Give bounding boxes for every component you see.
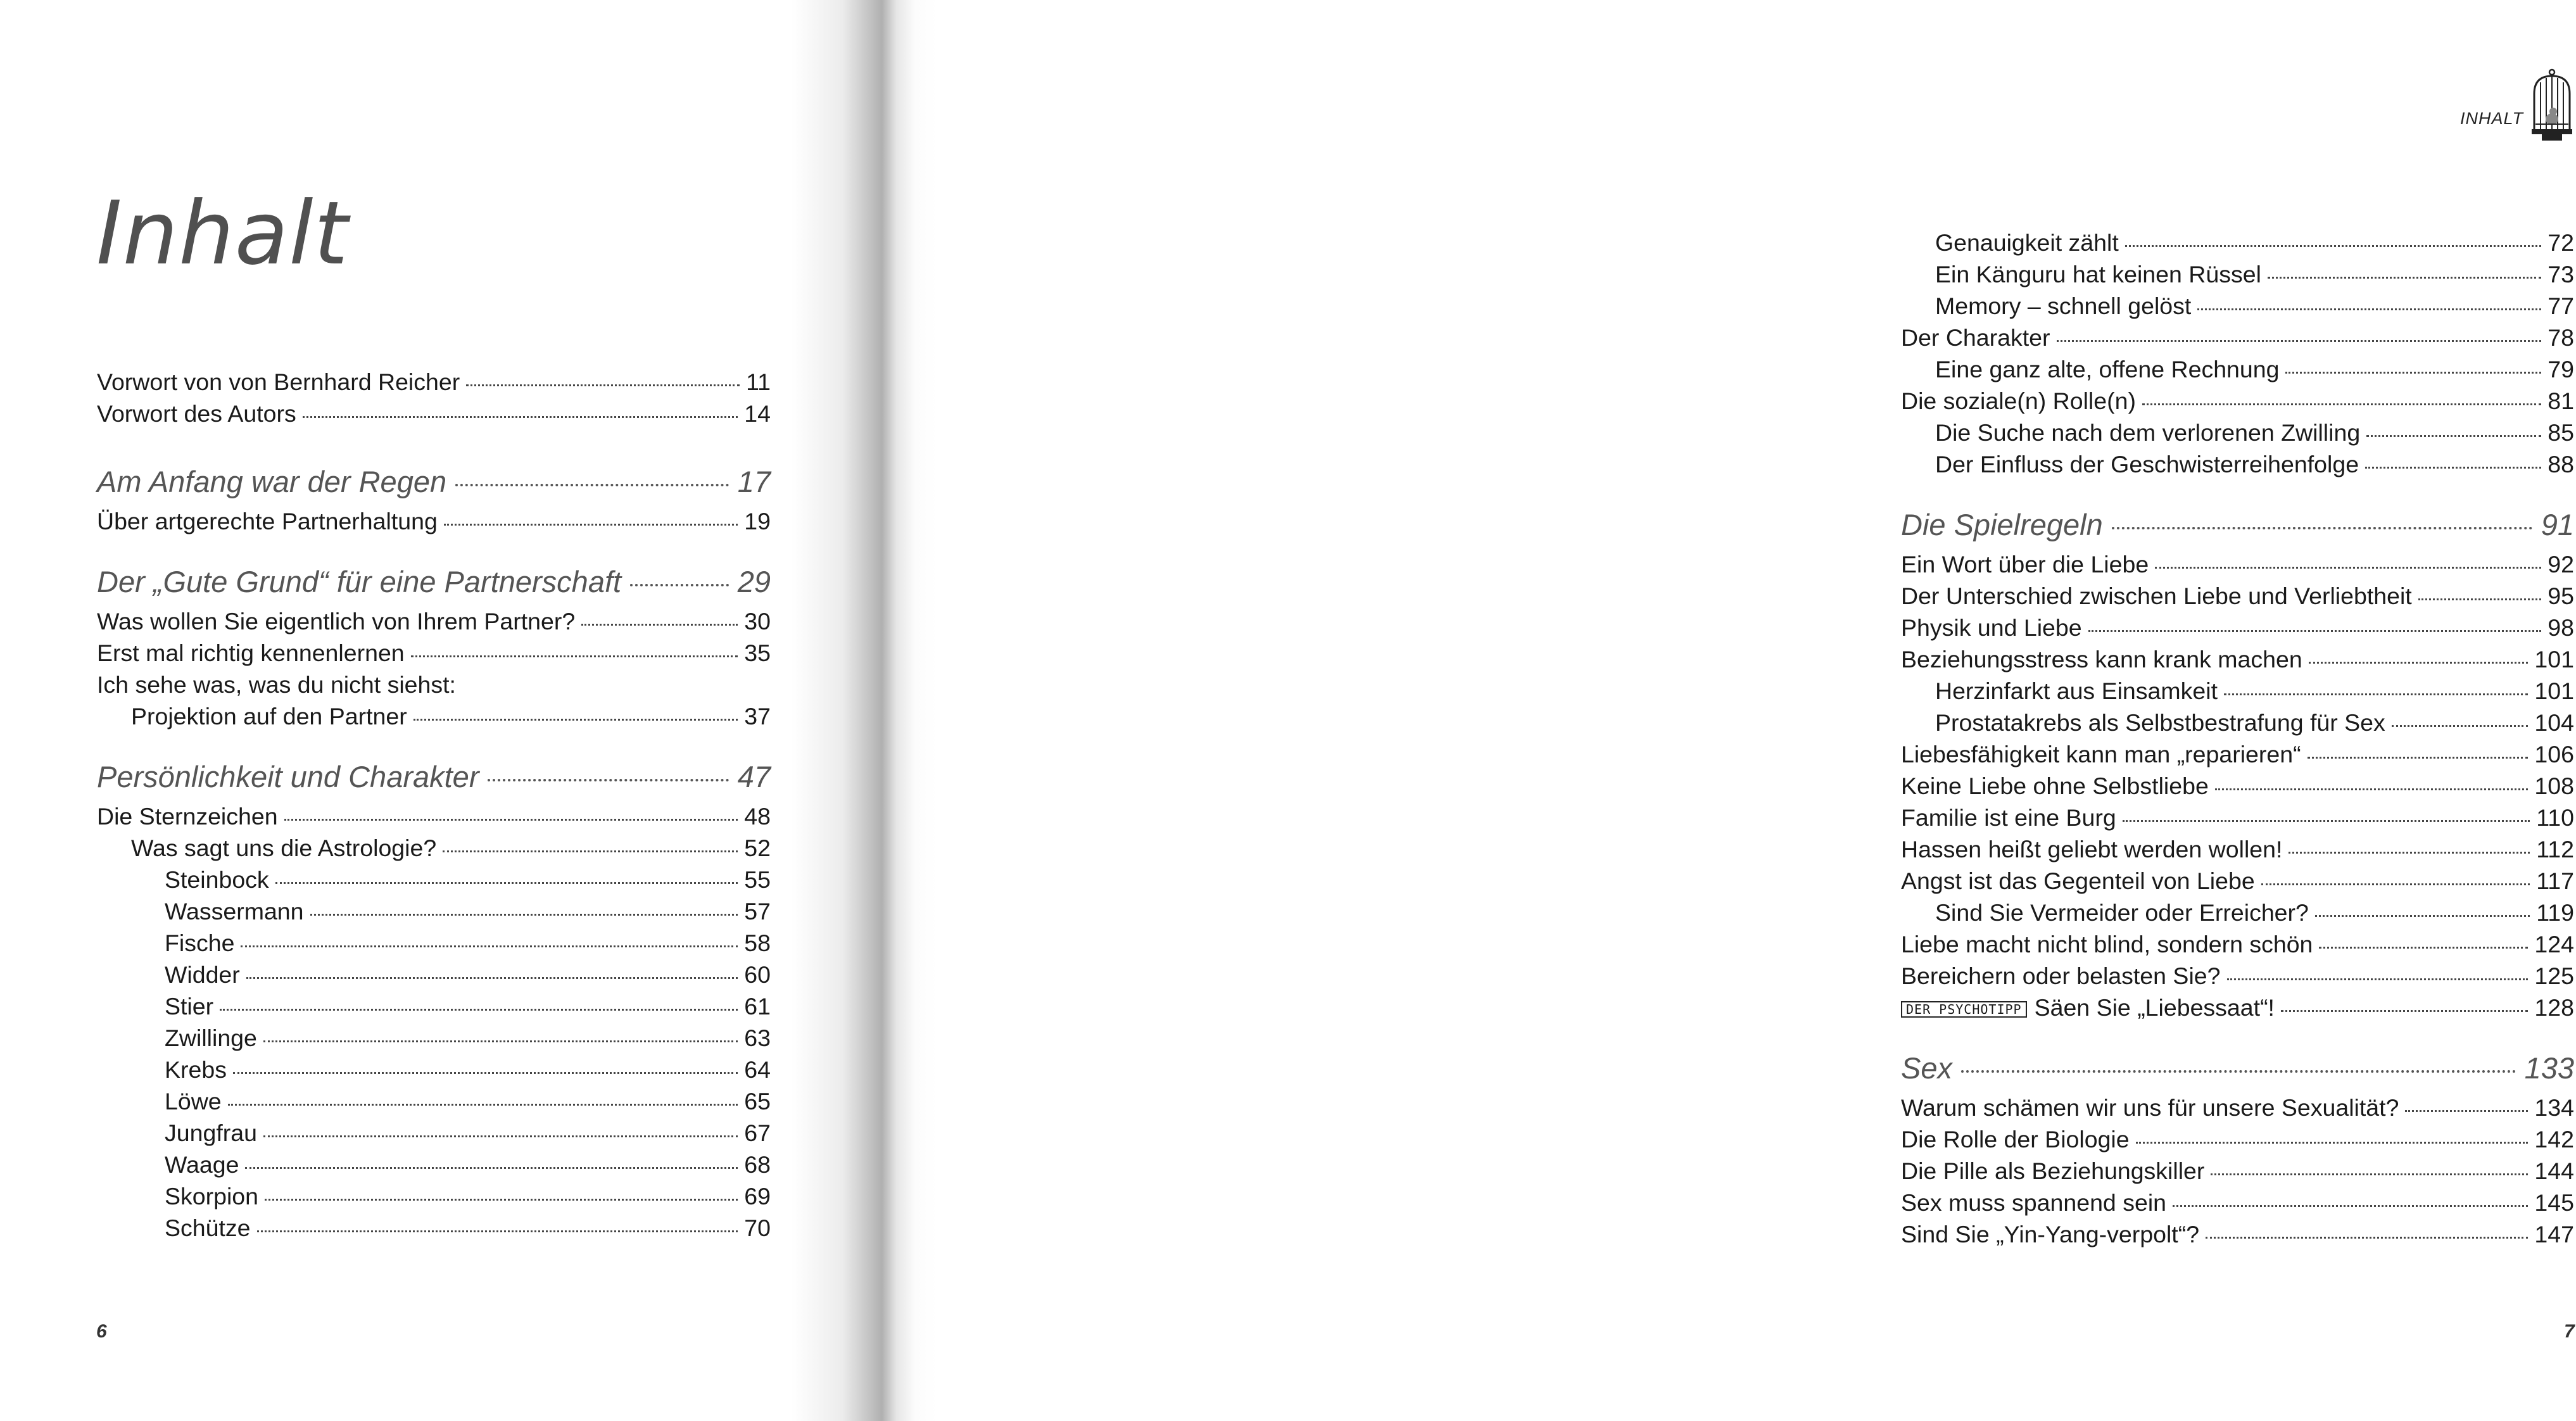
psychotipp-badge: DER PSYCHOTIPP bbox=[1901, 1001, 2027, 1018]
dot-leader bbox=[2405, 1110, 2528, 1112]
entry-page-number: 19 bbox=[744, 508, 771, 534]
dot-leader bbox=[2319, 947, 2528, 949]
entry-title: Sind Sie „Yin-Yang-verpolt“? bbox=[1901, 1221, 2200, 1247]
page-title: Inhalt bbox=[96, 182, 349, 284]
toc-entry bbox=[1901, 897, 2574, 928]
entry-page-number: 64 bbox=[744, 1056, 771, 1083]
dot-leader bbox=[2366, 435, 2541, 437]
entry-title-wrap bbox=[1935, 417, 2360, 448]
page-number-right: 7 bbox=[2564, 1321, 2575, 1342]
dot-leader bbox=[2155, 567, 2541, 569]
entry-title-wrap bbox=[1901, 385, 2136, 417]
entry-page-number: 144 bbox=[2534, 1158, 2574, 1184]
entry-page-number: 106 bbox=[2534, 741, 2574, 767]
birdcage-icon bbox=[2528, 68, 2576, 144]
left-page bbox=[0, 0, 874, 1421]
dot-leader bbox=[2365, 467, 2541, 469]
entry-title: Vorwort von von Bernhard Reicher bbox=[97, 369, 460, 395]
page-number-left: 6 bbox=[96, 1321, 107, 1342]
toc-entry-line bbox=[97, 669, 771, 700]
entry-title: Projektion auf den Partner bbox=[131, 703, 407, 729]
entry-page-number: 37 bbox=[744, 703, 771, 729]
toc-entry bbox=[97, 1085, 771, 1117]
entry-title-wrap bbox=[1901, 322, 2050, 353]
entry-title: Schütze bbox=[165, 1215, 251, 1241]
dot-leader bbox=[228, 1104, 738, 1106]
toc-entry bbox=[97, 800, 771, 832]
entry-page-number: 95 bbox=[2548, 583, 2574, 609]
toc-chapter-heading bbox=[97, 755, 771, 799]
entry-title-wrap bbox=[97, 366, 460, 398]
entry-title-wrap bbox=[1935, 227, 2119, 258]
entry-title: Liebe macht nicht blind, sondern schön bbox=[1901, 931, 2313, 957]
entry-page-number: 108 bbox=[2534, 773, 2574, 799]
toc-entry bbox=[97, 1212, 771, 1244]
entry-title: Prostatakrebs als Selbstbestrafung für Sex bbox=[1935, 709, 2385, 736]
toc-entry bbox=[1901, 548, 2574, 580]
dot-leader bbox=[414, 719, 738, 721]
toc-entry bbox=[1901, 675, 2574, 707]
entry-title: Hassen heißt geliebt werden wollen! bbox=[1901, 836, 2283, 862]
chapter-page-number: 133 bbox=[2524, 1051, 2574, 1085]
entry-title: Eine ganz alte, offene Rechnung bbox=[1935, 356, 2280, 382]
toc-entry bbox=[97, 1054, 771, 1085]
toc-entry bbox=[97, 605, 771, 637]
dot-leader bbox=[2057, 340, 2542, 342]
dot-leader bbox=[2088, 630, 2542, 632]
dot-leader bbox=[2268, 277, 2541, 279]
entry-title-wrap bbox=[1935, 290, 2191, 322]
entry-page-number: 55 bbox=[744, 866, 771, 893]
chapter-page-number: 91 bbox=[2541, 508, 2574, 541]
dot-leader bbox=[581, 624, 738, 626]
toc-entry bbox=[97, 927, 771, 959]
entry-title: Der Charakter bbox=[1901, 324, 2050, 351]
toc-entry bbox=[97, 1149, 771, 1180]
toc-entry bbox=[97, 864, 771, 895]
entry-title: Die Pille als Beziehungskiller bbox=[1901, 1158, 2205, 1184]
toc-entry bbox=[1901, 865, 2574, 897]
entry-title-wrap bbox=[131, 700, 407, 732]
entry-title-wrap bbox=[165, 1085, 222, 1117]
entry-page-number: 147 bbox=[2534, 1221, 2574, 1247]
chapter-title: Persönlichkeit und Charakter bbox=[97, 760, 479, 793]
entry-title: Bereichern oder belasten Sie? bbox=[1901, 963, 2221, 989]
entry-title: Widder bbox=[165, 961, 240, 988]
entry-title: Löwe bbox=[165, 1088, 222, 1115]
entry-title-wrap bbox=[1901, 992, 2275, 1023]
dot-leader bbox=[2173, 1205, 2528, 1207]
entry-title: Herzinfarkt aus Einsamkeit bbox=[1935, 678, 2218, 704]
entry-title: Zwillinge bbox=[165, 1025, 257, 1051]
entry-title-wrap bbox=[165, 1149, 239, 1180]
entry-title: Genauigkeit zählt bbox=[1935, 229, 2119, 256]
dot-leader bbox=[2308, 757, 2529, 759]
toc-entry bbox=[97, 990, 771, 1022]
dot-leader bbox=[2211, 1173, 2528, 1175]
entry-title-wrap bbox=[1901, 833, 2282, 865]
dot-leader bbox=[275, 882, 738, 884]
entry-title: Familie ist eine Burg bbox=[1901, 804, 2116, 831]
toc-entry bbox=[97, 505, 771, 537]
toc-entry bbox=[1901, 992, 2574, 1023]
toc-entry bbox=[1901, 643, 2574, 675]
toc-entry bbox=[97, 1117, 771, 1149]
entry-title-wrap bbox=[97, 398, 296, 429]
entry-title-wrap bbox=[1935, 707, 2385, 738]
entry-title: Angst ist das Gegenteil von Liebe bbox=[1901, 868, 2255, 894]
entry-title: Die soziale(n) Rolle(n) bbox=[1901, 388, 2136, 414]
toc-entry bbox=[1901, 738, 2574, 770]
toc-entry bbox=[1901, 1092, 2574, 1123]
entry-title: Beziehungsstress kann krank machen bbox=[1901, 646, 2302, 673]
dot-leader bbox=[2418, 598, 2542, 600]
entry-title: Der Einfluss der Geschwisterreihenfolge bbox=[1935, 451, 2359, 477]
entry-title: Vorwort des Autors bbox=[97, 400, 296, 427]
entry-page-number: 68 bbox=[744, 1151, 771, 1178]
toc-entry bbox=[97, 832, 771, 864]
toc-entry bbox=[1901, 385, 2574, 417]
entry-page-number: 52 bbox=[744, 835, 771, 861]
entry-title-wrap bbox=[1901, 1187, 2166, 1218]
dot-leader bbox=[444, 524, 738, 526]
entry-page-number: 14 bbox=[744, 400, 771, 427]
entry-title-wrap bbox=[165, 1180, 258, 1212]
entry-page-number: 35 bbox=[744, 640, 771, 666]
entry-title-wrap bbox=[165, 1022, 257, 1054]
entry-title: Warum schämen wir uns für unsere Sexualität? bbox=[1901, 1094, 2399, 1121]
entry-title: Krebs bbox=[165, 1056, 227, 1083]
entry-page-number: 142 bbox=[2534, 1126, 2574, 1153]
entry-title: Erst mal richtig kennenlernen bbox=[97, 640, 405, 666]
entry-page-number: 70 bbox=[744, 1215, 771, 1241]
entry-title: Sind Sie Vermeider oder Erreicher? bbox=[1935, 899, 2309, 926]
chapter-title: Die Spielregeln bbox=[1901, 508, 2103, 541]
entry-title-wrap bbox=[1935, 675, 2218, 707]
dot-leader bbox=[2125, 245, 2542, 247]
entry-page-number: 58 bbox=[744, 930, 771, 956]
toc-entry bbox=[97, 700, 771, 732]
entry-title: Waage bbox=[165, 1151, 239, 1178]
entry-page-number: 78 bbox=[2548, 324, 2574, 351]
toc-entry bbox=[97, 366, 771, 398]
entry-page-number: 125 bbox=[2534, 963, 2574, 989]
dot-leader bbox=[2142, 403, 2541, 405]
entry-title: Steinbock bbox=[165, 866, 269, 893]
entry-title: Über artgerechte Partnerhaltung bbox=[97, 508, 438, 534]
entry-title-wrap bbox=[1901, 738, 2301, 770]
toc-entry bbox=[1901, 1123, 2574, 1155]
dot-leader bbox=[455, 484, 729, 486]
dot-leader bbox=[2392, 725, 2529, 727]
entry-page-number: 128 bbox=[2534, 994, 2574, 1021]
entry-page-number: 101 bbox=[2534, 646, 2574, 673]
toc-entry bbox=[97, 637, 771, 669]
entry-title: Keine Liebe ohne Selbstliebe bbox=[1901, 773, 2209, 799]
entry-title: Wassermann bbox=[165, 898, 304, 925]
toc-entry bbox=[1901, 227, 2574, 258]
dot-leader bbox=[263, 1040, 738, 1042]
toc-entry bbox=[97, 1180, 771, 1212]
entry-page-number: 67 bbox=[744, 1120, 771, 1146]
toc-entry bbox=[97, 1022, 771, 1054]
entry-title: Die Rolle der Biologie bbox=[1901, 1126, 2130, 1153]
entry-title: Skorpion bbox=[165, 1183, 259, 1209]
entry-title-wrap bbox=[1935, 448, 2359, 480]
entry-title-wrap bbox=[165, 1054, 227, 1085]
toc-entry bbox=[97, 398, 771, 429]
dot-leader bbox=[2197, 308, 2541, 310]
entry-title-wrap bbox=[1901, 1123, 2130, 1155]
dot-leader bbox=[303, 416, 738, 418]
entry-title-wrap bbox=[1901, 580, 2412, 612]
toc-chapter-heading bbox=[1901, 1046, 2574, 1090]
toc-entry bbox=[1901, 290, 2574, 322]
entry-title-wrap bbox=[97, 505, 438, 537]
dot-leader bbox=[245, 1167, 738, 1169]
toc-entry bbox=[1901, 258, 2574, 290]
dot-leader bbox=[233, 1072, 738, 1074]
entry-title-wrap bbox=[1901, 1092, 2399, 1123]
dot-leader bbox=[2224, 693, 2528, 695]
entry-title: Memory – schnell gelöst bbox=[1935, 293, 2192, 319]
entry-title-wrap bbox=[97, 800, 278, 832]
entry-title: Der Unterschied zwischen Liebe und Verliebtheit bbox=[1901, 583, 2412, 609]
entry-page-number: 88 bbox=[2548, 451, 2574, 477]
entry-title-wrap bbox=[131, 832, 436, 864]
entry-page-number: 98 bbox=[2548, 614, 2574, 641]
entry-title-wrap bbox=[97, 605, 575, 637]
toc-entry bbox=[1901, 448, 2574, 480]
entry-title-wrap bbox=[1901, 1218, 2199, 1250]
entry-title-wrap bbox=[1935, 897, 2309, 928]
toc-right-column bbox=[1901, 227, 2574, 1250]
dot-leader bbox=[2309, 662, 2529, 664]
chapter-page-number: 47 bbox=[737, 760, 771, 793]
entry-title-wrap bbox=[165, 1117, 257, 1149]
entry-title: Jungfrau bbox=[165, 1120, 257, 1146]
entry-page-number: 145 bbox=[2534, 1189, 2574, 1216]
chapter-page-number: 29 bbox=[737, 565, 771, 598]
entry-title-wrap bbox=[1901, 865, 2255, 897]
entry-title-wrap bbox=[1935, 353, 2279, 385]
dot-leader bbox=[630, 584, 729, 586]
entry-title-wrap bbox=[97, 637, 405, 669]
toc-chapter-heading bbox=[1901, 503, 2574, 547]
running-head: INHALT bbox=[2460, 109, 2524, 128]
dot-leader bbox=[2112, 527, 2532, 529]
entry-page-number: 30 bbox=[744, 608, 771, 635]
toc-entry bbox=[1901, 960, 2574, 992]
dot-leader bbox=[220, 1009, 738, 1011]
entry-title-wrap bbox=[1901, 960, 2221, 992]
dot-leader bbox=[411, 655, 738, 657]
dot-leader bbox=[2123, 820, 2530, 822]
dot-leader bbox=[466, 384, 740, 386]
entry-page-number: 77 bbox=[2548, 293, 2574, 319]
chapter-title: Am Anfang war der Regen bbox=[97, 465, 447, 498]
entry-page-number: 81 bbox=[2548, 388, 2574, 414]
toc-entry bbox=[1901, 353, 2574, 385]
entry-page-number: 117 bbox=[2536, 868, 2574, 894]
dot-leader bbox=[2285, 372, 2541, 374]
entry-title: Stier bbox=[165, 993, 214, 1020]
right-page bbox=[874, 0, 2575, 1421]
entry-page-number: 72 bbox=[2548, 229, 2574, 256]
toc-entry bbox=[1901, 770, 2574, 802]
entry-title: Was wollen Sie eigentlich von Ihrem Partner? bbox=[97, 608, 576, 635]
chapter-title: Sex bbox=[1901, 1051, 1952, 1085]
entry-title-wrap bbox=[1901, 770, 2209, 802]
entry-title-wrap bbox=[165, 864, 269, 895]
toc-entry bbox=[1901, 707, 2574, 738]
entry-page-number: 63 bbox=[744, 1025, 771, 1051]
entry-title-wrap bbox=[1901, 802, 2116, 833]
toc-chapter-heading bbox=[97, 560, 771, 604]
entry-page-number: 92 bbox=[2548, 551, 2574, 578]
chapter-page-number: 17 bbox=[737, 465, 771, 498]
dot-leader bbox=[241, 945, 738, 947]
toc-entry bbox=[1901, 417, 2574, 448]
entry-title: Säen Sie „Liebessaat“! bbox=[2034, 994, 2275, 1021]
dot-leader bbox=[2215, 788, 2529, 790]
entry-title-wrap bbox=[165, 990, 213, 1022]
dot-leader bbox=[2206, 1237, 2528, 1239]
toc-chapter-heading bbox=[97, 460, 771, 504]
entry-page-number: 85 bbox=[2548, 419, 2574, 446]
entry-page-number: 112 bbox=[2536, 836, 2574, 862]
toc-entry bbox=[97, 959, 771, 990]
dot-leader bbox=[2261, 883, 2530, 885]
entry-page-number: 60 bbox=[744, 961, 771, 988]
entry-title-wrap bbox=[165, 1212, 251, 1244]
toc-left-column bbox=[97, 366, 771, 1244]
entry-title-wrap bbox=[1901, 1155, 2204, 1187]
entry-title-wrap bbox=[1901, 612, 2082, 643]
entry-page-number: 73 bbox=[2548, 261, 2574, 287]
dot-leader bbox=[265, 1199, 738, 1201]
entry-page-number: 69 bbox=[744, 1183, 771, 1209]
entry-page-number: 11 bbox=[746, 369, 771, 395]
dot-leader bbox=[2281, 1010, 2528, 1012]
entry-title-wrap bbox=[165, 959, 240, 990]
dot-leader bbox=[284, 819, 738, 821]
entry-title: Ich sehe was, was du nicht siehst: bbox=[97, 671, 456, 698]
dot-leader bbox=[257, 1230, 738, 1232]
toc-entry bbox=[1901, 833, 2574, 865]
entry-title: Ein Wort über die Liebe bbox=[1901, 551, 2149, 578]
dot-leader bbox=[310, 914, 738, 916]
entry-title: Fische bbox=[165, 930, 235, 956]
toc-entry bbox=[1901, 1155, 2574, 1187]
dot-leader bbox=[2136, 1142, 2529, 1144]
entry-page-number: 65 bbox=[744, 1088, 771, 1115]
toc-entry bbox=[1901, 802, 2574, 833]
dot-leader bbox=[443, 850, 738, 852]
entry-title: Sex muss spannend sein bbox=[1901, 1189, 2167, 1216]
entry-title-wrap bbox=[165, 927, 234, 959]
toc-entry bbox=[1901, 612, 2574, 643]
entry-title-wrap bbox=[1935, 258, 2261, 290]
entry-page-number: 124 bbox=[2534, 931, 2574, 957]
dot-leader bbox=[1961, 1070, 2516, 1073]
dot-leader bbox=[246, 977, 738, 979]
entry-title-wrap bbox=[165, 895, 304, 927]
toc-entry bbox=[97, 895, 771, 927]
toc-entry bbox=[1901, 580, 2574, 612]
entry-page-number: 57 bbox=[744, 898, 771, 925]
entry-title: Ein Känguru hat keinen Rüssel bbox=[1935, 261, 2261, 287]
entry-page-number: 119 bbox=[2536, 899, 2574, 926]
entry-title: Die Sternzeichen bbox=[97, 803, 278, 830]
entry-page-number: 101 bbox=[2534, 678, 2574, 704]
entry-title-wrap bbox=[1901, 928, 2313, 960]
entry-title: Die Suche nach dem verlorenen Zwilling bbox=[1935, 419, 2361, 446]
entry-page-number: 104 bbox=[2534, 709, 2574, 736]
entry-title-wrap bbox=[1901, 548, 2149, 580]
dot-leader bbox=[2315, 915, 2530, 917]
entry-title: Liebesfähigkeit kann man „reparieren“ bbox=[1901, 741, 2301, 767]
toc-entry bbox=[1901, 1218, 2574, 1250]
toc-entry bbox=[1901, 928, 2574, 960]
dot-leader bbox=[2289, 852, 2530, 854]
dot-leader bbox=[2227, 978, 2529, 980]
entry-page-number: 48 bbox=[744, 803, 771, 830]
entry-title-wrap bbox=[1901, 643, 2302, 675]
toc-entry bbox=[1901, 1187, 2574, 1218]
entry-title: Was sagt uns die Astrologie? bbox=[131, 835, 437, 861]
toc-entry bbox=[1901, 322, 2574, 353]
entry-page-number: 61 bbox=[744, 993, 771, 1020]
dot-leader bbox=[488, 779, 728, 781]
chapter-title: Der „Gute Grund“ für eine Partnerschaft bbox=[97, 565, 622, 598]
entry-page-number: 134 bbox=[2534, 1094, 2574, 1121]
entry-title: Physik und Liebe bbox=[1901, 614, 2082, 641]
dot-leader bbox=[263, 1135, 738, 1137]
entry-page-number: 110 bbox=[2536, 804, 2574, 831]
entry-page-number: 79 bbox=[2548, 356, 2574, 382]
